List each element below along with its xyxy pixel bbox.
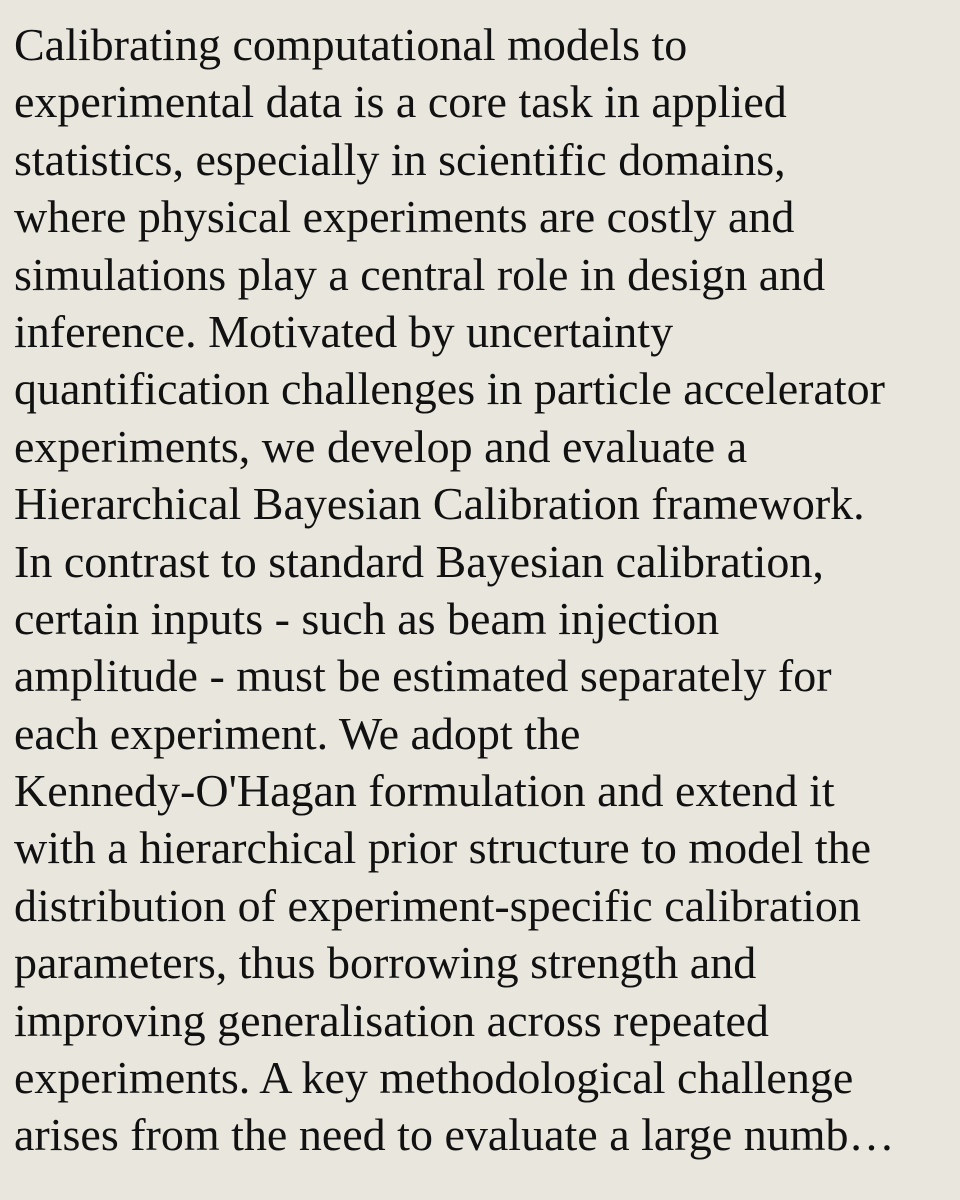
text-line: Hierarchical Bayesian Calibration framework. [14, 478, 865, 530]
text-line: arises from the need to evaluate a large numb… [14, 1109, 895, 1161]
text-line: amplitude - must be estimated separately for [14, 650, 832, 702]
text-line: parameters, thus borrowing strength and [14, 937, 757, 989]
text-line: certain inputs - such as beam injection [14, 592, 720, 644]
text-line: Calibrating computational models to [14, 19, 688, 70]
text-line: In contrast to standard Bayesian calibration, [14, 535, 824, 587]
text-line: with a hierarchical prior structure to model the [14, 822, 872, 874]
text-line: simulations play a central role in design and [14, 248, 826, 300]
text-line: improving generalisation across repeated [14, 994, 769, 1046]
text-line: experiments. A key methodological challenge [14, 1052, 854, 1104]
text-line: distribution of experiment-specific calibration [14, 879, 861, 931]
text-line: inference. Motivated by uncertainty [14, 305, 674, 357]
text-line: experimental data is a core task in applied [14, 76, 787, 128]
text-line: each experiment. We adopt the [14, 707, 581, 759]
text-line: quantification challenges in particle accelerator [14, 363, 885, 415]
text-line: Kennedy-O'Hagan formulation and extend it [14, 765, 835, 817]
text-line: statistics, especially in scientific domains, [14, 133, 786, 185]
text-line: where physical experiments are costly and [14, 191, 795, 243]
abstract-text [14, 16, 948, 1164]
text-line: experiments, we develop and evaluate a [14, 420, 748, 472]
